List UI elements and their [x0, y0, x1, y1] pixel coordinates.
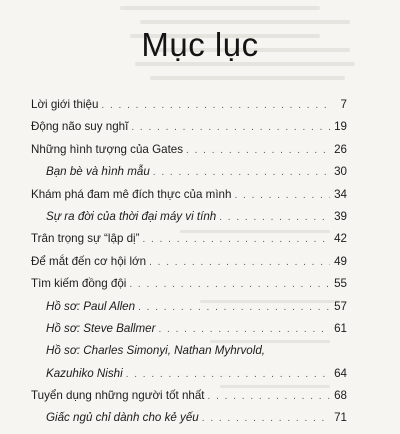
toc-entry-label: Khám phá đam mê đích thực của mình [31, 187, 232, 201]
toc-page-number: 57 [334, 299, 347, 313]
toc-entry-label: Trân trọng sự “lập dị” [31, 232, 140, 246]
toc-entry-label: Kazuhiko Nishi [46, 366, 123, 380]
dot-leader [101, 100, 330, 111]
toc-page-number: 7 [340, 98, 347, 111]
toc-subentry[interactable] [31, 165, 347, 187]
toc-entry-label: Những hình tượng của Gates [31, 142, 184, 156]
toc-subentry[interactable] [31, 300, 347, 322]
toc-entry-label: Tuyển dụng những người tốt nhất [31, 389, 205, 403]
dot-leader [126, 369, 330, 380]
dot-leader [131, 122, 330, 133]
dot-leader [138, 302, 330, 313]
toc-entry[interactable] [31, 389, 347, 411]
toc-entry-label: Động não suy nghĩ [31, 120, 129, 134]
toc-entry-label: Sự ra đời của thời đại máy vi tính [46, 209, 217, 223]
toc-entry[interactable] [31, 255, 347, 277]
dot-leader [149, 257, 330, 268]
toc-page-number: 61 [334, 321, 347, 335]
toc-page-number: 19 [334, 120, 347, 134]
toc-entry-label: Bạn bè và hình mẫu [46, 165, 150, 179]
toc-page-number: 55 [334, 277, 347, 291]
toc-entry[interactable] [31, 143, 347, 165]
table-of-contents [31, 98, 347, 434]
toc-page-number: 34 [334, 187, 347, 201]
toc-entry-label: Hồ sơ: Steve Ballmer [46, 321, 156, 335]
dot-leader [153, 167, 330, 178]
dot-leader [219, 212, 330, 223]
dot-leader [158, 324, 330, 335]
toc-entry-label: Để mắt đến cơ hội lớn [31, 254, 147, 268]
toc-subentry[interactable] [31, 344, 347, 366]
toc-page-number: 49 [334, 254, 347, 268]
toc-entry-label: Hồ sơ: Paul Allen [46, 299, 136, 313]
toc-page-number: 26 [334, 142, 347, 156]
toc-entry-label: Hồ sơ: Charles Simonyi, Nathan Myhrvold, [46, 344, 265, 358]
toc-page-number: 39 [334, 209, 347, 223]
toc-entry-label: Lời giới thiệu [31, 98, 99, 111]
dot-leader [208, 391, 330, 402]
toc-entry[interactable] [31, 277, 347, 299]
toc-entry[interactable] [31, 232, 347, 254]
toc-entry[interactable] [31, 120, 347, 142]
toc-subentry[interactable] [31, 411, 347, 433]
toc-entry[interactable] [31, 188, 347, 210]
toc-page-number: 42 [334, 232, 347, 246]
dot-leader [202, 413, 330, 424]
toc-page-number: 68 [334, 389, 347, 403]
dot-leader [129, 279, 330, 290]
dot-leader [143, 234, 331, 245]
toc-page-number: 71 [334, 411, 347, 425]
dot-leader [234, 190, 330, 201]
page-title: Mục lục [141, 26, 259, 63]
toc-entry[interactable] [31, 98, 347, 120]
toc-subentry-continuation[interactable] [31, 367, 347, 389]
toc-subentry[interactable] [31, 322, 347, 344]
toc-page-number: 30 [334, 165, 347, 179]
toc-entry-label: Giấc ngủ chỉ dành cho kẻ yếu [46, 411, 199, 425]
toc-page-number: 64 [334, 366, 347, 380]
toc-subentry[interactable] [31, 210, 347, 232]
dot-leader [186, 145, 330, 156]
toc-entry-label: Tìm kiếm đồng đội [31, 277, 127, 291]
